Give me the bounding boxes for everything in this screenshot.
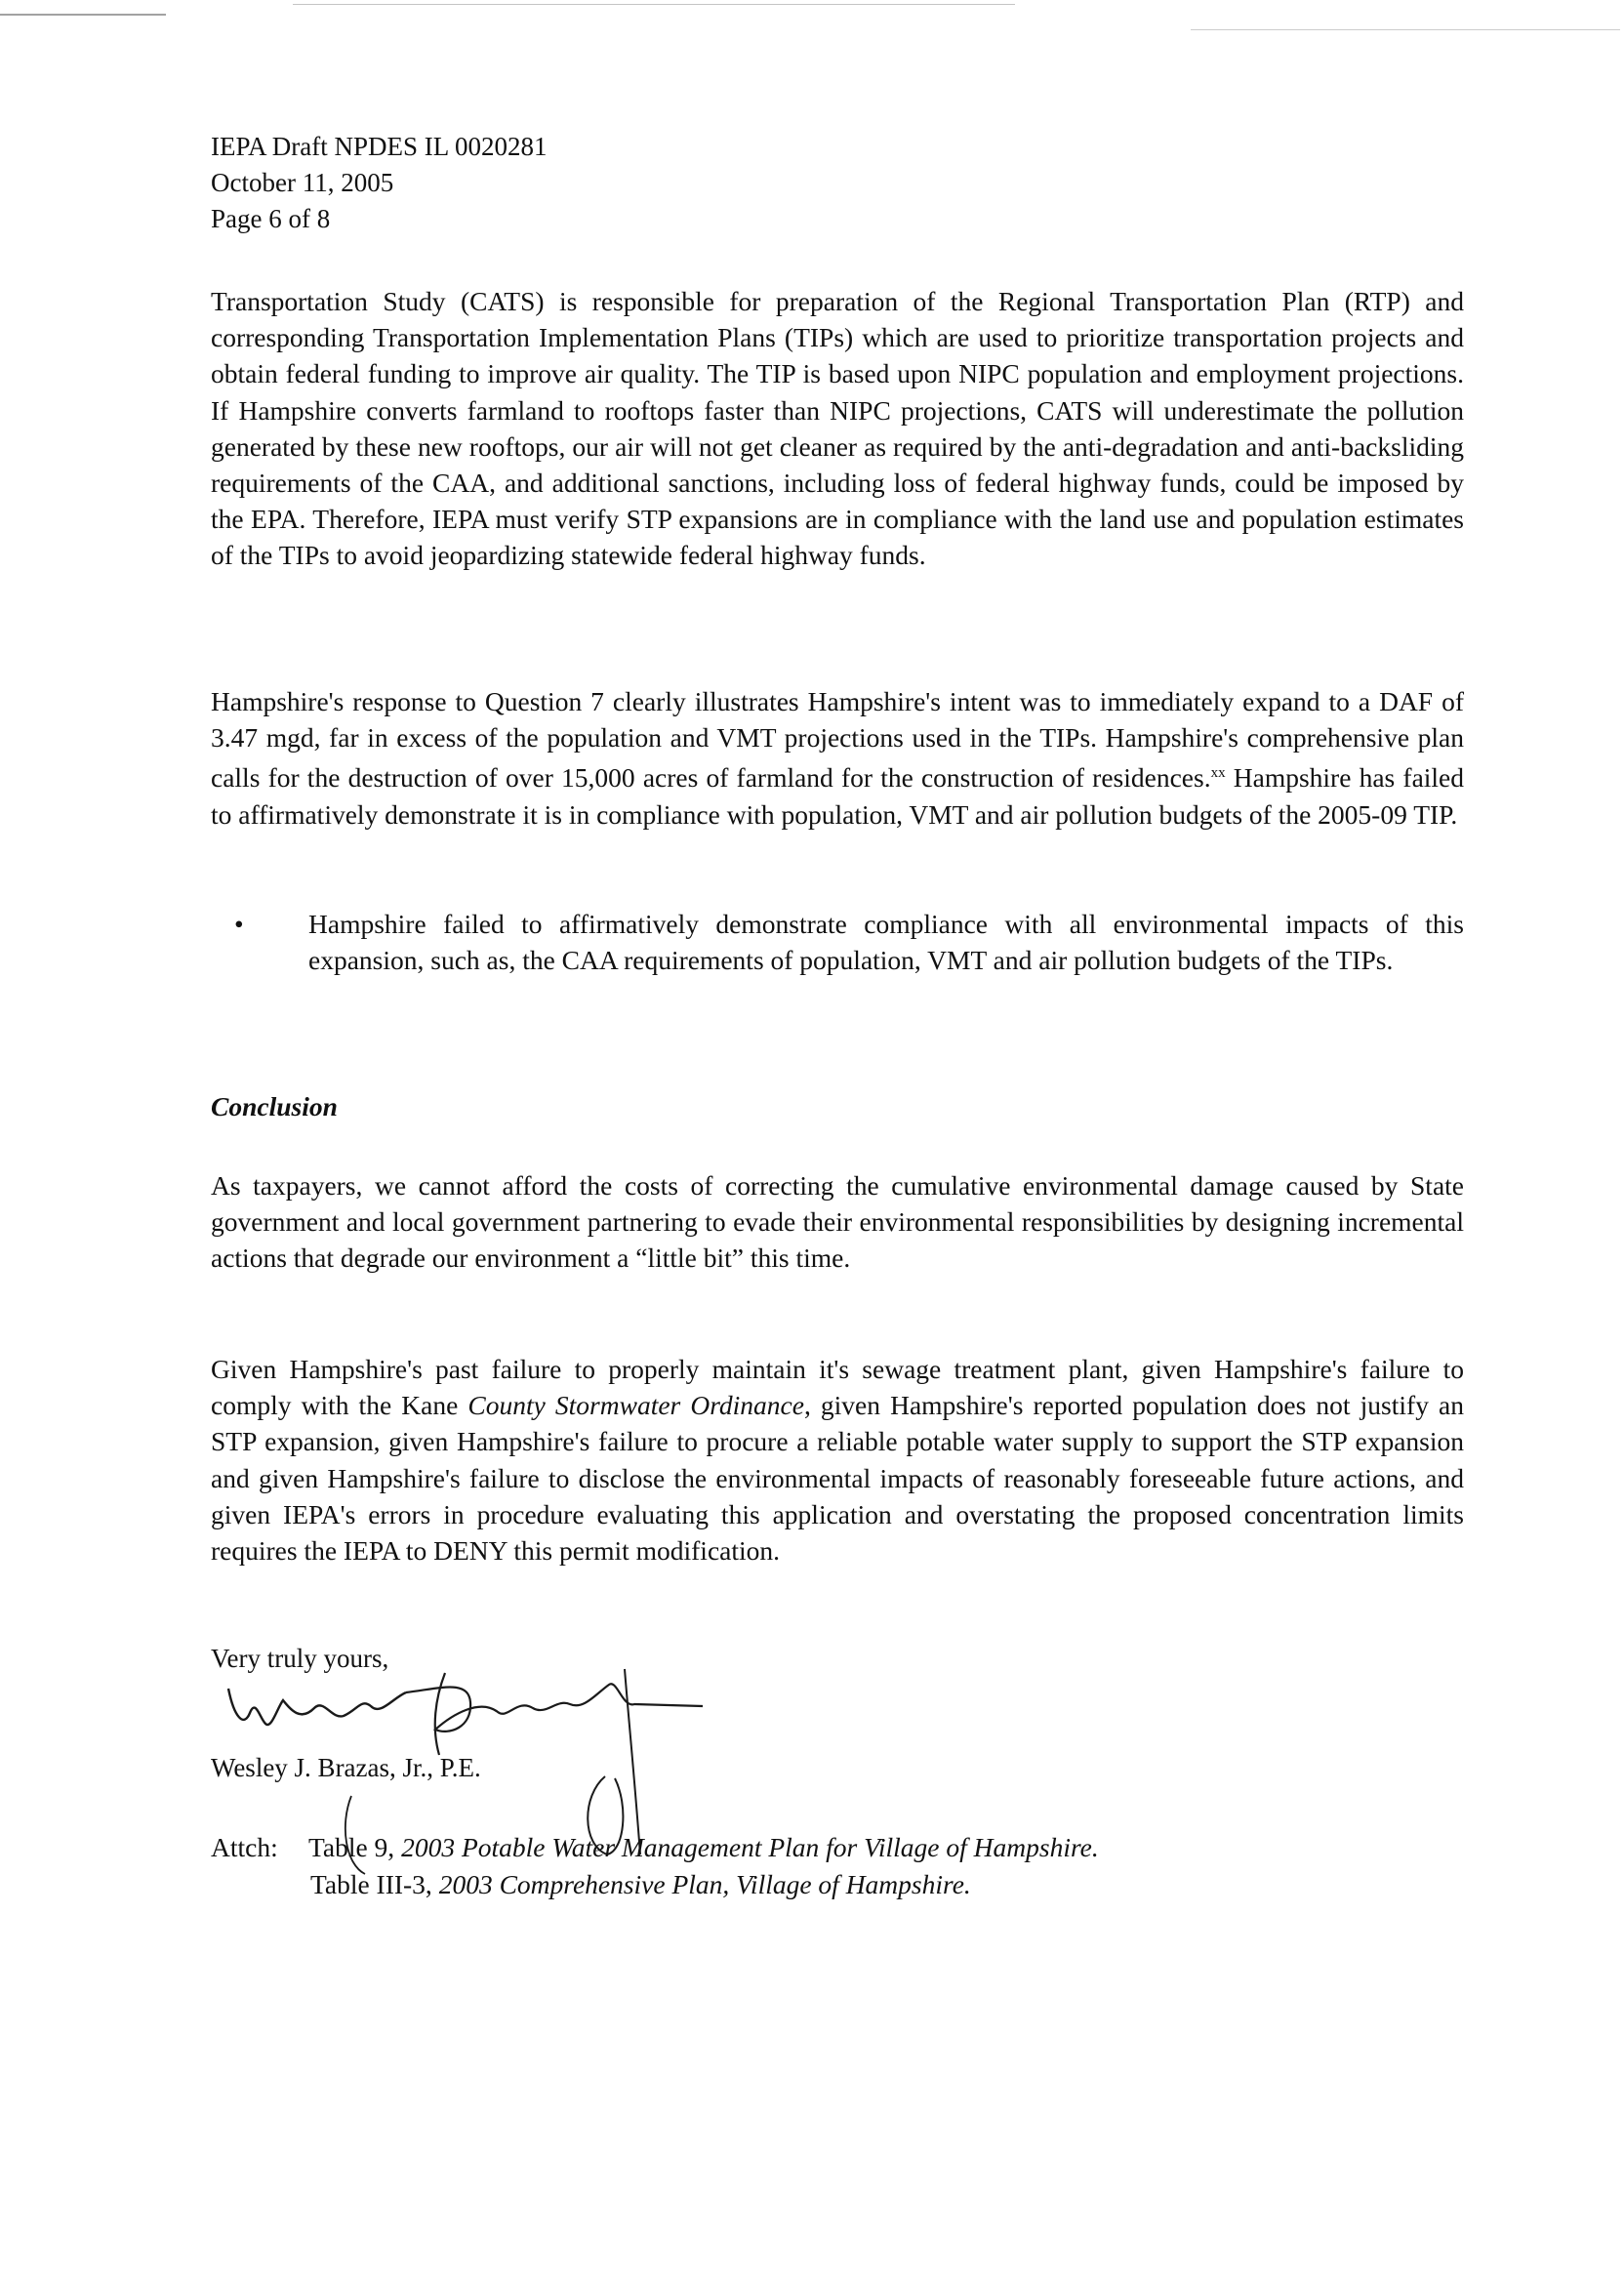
paragraph-question-7-tail: Hampshire has failed to affirmatively demonstrate it is in compliance with population, VMT and air pollution budgets of the 2005-09 TIP. — [211, 762, 1465, 830]
attachment-line-1 — [211, 1829, 1099, 1866]
attachment-line-2 — [211, 1866, 1099, 1903]
paragraph-deny-request — [211, 1351, 1464, 1569]
footnote-marker: xx — [1210, 765, 1226, 782]
paragraph-transportation-study: Transportation Study (CATS) is responsible for preparation of the Regional Transportation Plan (RTP) and corresponding Transportation Implementation Plans (TIPs) which are used to prioritize transportation projects and obtain federal funding to improve air quality. The TIP is based upon NIPC population and employment projections. If Hampshire converts farmland to rooftops faster than NIPC projections, CATS will underestimate the pollution generated by these new rooftops, our air will not get cleaner as required by the anti-degradation and anti-backsliding requirements of the CAA, and additional sanctions, including loss of federal highway funds, could be imposed by the EPA. Therefore, IEPA must verify STP expansions are in compliance with the land use and population estimates of the TIPs to avoid jeopardizing statewide federal highway funds. — [211, 286, 1464, 571]
attachment-2-prefix: Table III-3, — [310, 1869, 439, 1899]
attachment-2-title: 2003 Comprehensive Plan, Village of Hampshire. — [438, 1869, 971, 1899]
page-number: Page 6 of 8 — [211, 204, 331, 233]
attachment-1-title: 2003 Potable Water Management Plan for Village of Hampshire. — [401, 1832, 1099, 1862]
scan-artifact-top-mid — [293, 4, 1015, 5]
letter-header — [211, 129, 548, 237]
section-heading-conclusion: Conclusion — [211, 1091, 338, 1121]
bullet-item — [234, 906, 1464, 978]
bullet-text: Hampshire failed to affirmatively demonstrate compliance with all environmental impacts of this expansion, such as, the CAA requirements of population, VMT and air pollution budgets of the TIPs. — [308, 909, 1464, 976]
attachments — [211, 1829, 1099, 1903]
scan-artifact-top-right — [1191, 29, 1620, 30]
signer-name: Wesley J. Brazas, Jr., P.E. — [211, 1753, 481, 1782]
paragraph-taxpayers: As taxpayers, we cannot afford the costs of correcting the cumulative environmental damage caused by State government and local government partnering to evade their environmental responsibilities by designing incremental actions that degrade our environment a “little bit” this time. — [211, 1170, 1464, 1274]
paragraph-question-7-text: Hampshire's response to Question 7 clearly illustrates Hampshire's intent was to immediately expand to a DAF of 3.47 mgd, far in excess of the population and VMT projections used in the TIPs. Hampshire's comprehensive plan calls for the destruction of over 15,000 acres of farmland for the construction of residences. — [211, 686, 1464, 794]
attachment-1-prefix: Table 9, — [308, 1832, 402, 1862]
closing-salutation: Very truly yours, — [211, 1644, 389, 1673]
paragraph-deny-request-a: Given Hampshire's past failure to properly maintain it's sewage treatment plant, given Hampshire's failure to comply with the Kane — [211, 1354, 1464, 1421]
scan-artifact-top-left — [0, 14, 166, 16]
paragraph-question-7 — [211, 683, 1464, 833]
letter-date: October 11, 2005 — [211, 168, 394, 197]
paragraph-deny-request-b: , given Hampshire's reported population does not justify an STP expansion, given Hampshire's failure to procure a reliable potable water supply to support the STP expansion and given Hampshire's failure to disclose the environmental impacts of reasonably foreseeable future actions, and given IEPA's errors in procedure evaluating this application and overstating the proposed concentration limits requires the IEPA to DENY this permit modification. — [211, 1390, 1464, 1567]
attachments-label: Attch: — [211, 1832, 278, 1862]
document-id: IEPA Draft NPDES IL 0020281 — [211, 132, 548, 161]
ordinance-title: County Stormwater Ordinance — [467, 1390, 804, 1421]
bullet-icon: • — [234, 909, 244, 939]
